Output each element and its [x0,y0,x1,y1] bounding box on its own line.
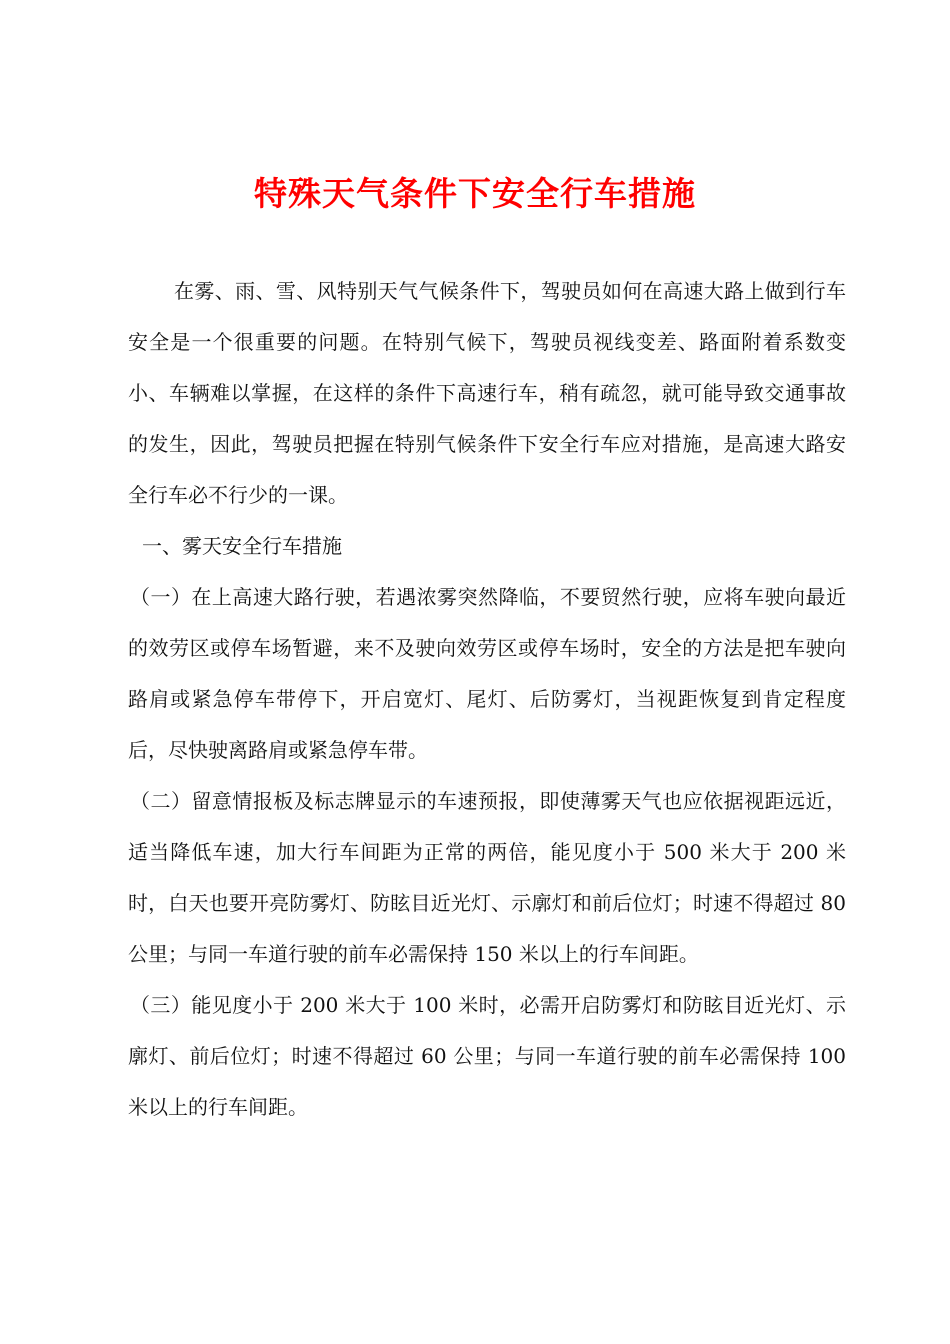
intro-paragraph: 在雾、雨、雪、风特别天气气候条件下，驾驶员如何在高速大路上做到行车安全是一个很重要的问题。在特别气候下，驾驶员视线变差、路面附着系数变小、车辆难以掌握，在这样的条件下高速行车，稍有疏忽，就可能导致交通事故的发生，因此，驾驶员把握在特别气候条件下安全行车应对措施，是高速大路安全行车必不行少的一课。 [128,279,846,507]
document-body [128,266,846,1133]
section-heading: 一、雾天安全行车措施 [142,534,342,558]
list-item-2: （二）留意情报板及标志牌显示的车速预报，即使薄雾天气也应依据视距远近，适当降低车速，加大行车间距为正常的两倍，能见度小于 500 米大于 200 米时，白天也要开亮防雾灯、防眩目近光灯、示廓灯和前后位灯；时速不得超过 80 公里；与同一车道行驶的前车必需保持 150 米以上的行车间距。 [128,789,846,966]
document-title: 特殊天气条件下安全行车措施 [254,174,696,213]
list-item-3: （三）能见度小于 200 米大于 100 米时，必需开启防雾灯和防眩目近光灯、示廓灯、前后位灯；时速不得超过 60 公里；与同一车道行驶的前车必需保持 100 米以上的行车间距。 [128,993,846,1119]
list-item-1: （一）在上高速大路行驶，若遇浓雾突然降临，不要贸然行驶，应将车驶向最近的效劳区或停车场暂避，来不及驶向效劳区或停车场时，安全的方法是把车驶向路肩或紧急停车带停下，开启宽灯、尾灯、后防雾灯，当视距恢复到肯定程度后，尽快驶离路肩或紧急停车带。 [128,585,846,762]
